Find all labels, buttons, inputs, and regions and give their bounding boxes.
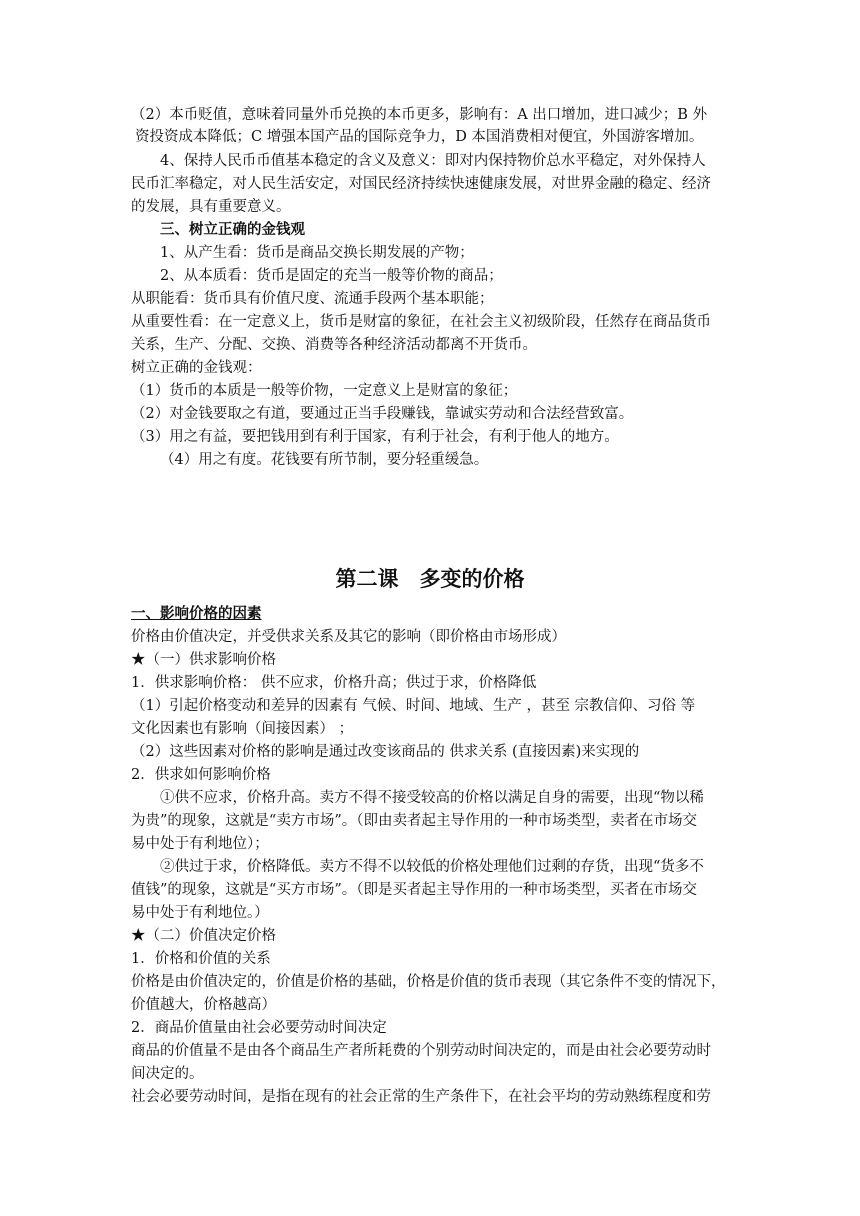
paragraph-line: （2）本币贬值，意味着同量外币兑换的本币更多，影响有：A 出口增加，进口减少；B 外 [131, 107, 708, 123]
list-item: （4）用之有度。花钱要有所节制，要分轻重缓急。 [160, 452, 489, 468]
paragraph-line: 2、从本质看：货币是固定的充当一般等价物的商品； [160, 268, 503, 284]
paragraph-line: 价格由价值决定，并受供求关系及其它的影响（即价格由市场形成） [131, 629, 566, 645]
lesson-title: 第二课 多变的价格 [335, 567, 525, 591]
paragraph-line: 民币汇率稳定，对人民生活安定，对国民经济持续快速健康发展，对世界金融的稳定、经济 [131, 176, 711, 192]
subsection-heading: ★（二）价值决定价格 [131, 928, 276, 944]
paragraph-line: 1．供求影响价格： 供不应求，价格升高；供过于求，价格降低 [131, 675, 537, 691]
subsection-heading: ★（一）供求影响价格 [131, 652, 276, 668]
paragraph-line: 4、保持人民币币值基本稳定的含义及意义：即对内保持物价总水平稳定，对外保持人 [160, 153, 706, 169]
paragraph-line: 关系，生产、分配、交换、消费等各种经济活动都离不开货币。 [131, 337, 537, 353]
paragraph-line: 商品的价值量不是由各个商品生产者所耗费的个别劳动时间决定的，而是由社会必要劳动时 [131, 1043, 711, 1059]
list-item: （1）货币的本质是一般等价物，一定意义上是财富的象征； [131, 383, 518, 399]
paragraph-line: 社会必要劳动时间，是指在现有的社会正常的生产条件下，在社会平均的劳动熟练程度和劳 [131, 1089, 711, 1105]
paragraph-line: 为贵”的现象，这就是“卖方市场”。（即由卖者起主导作用的一种市场类型，卖者在市场交 [131, 813, 697, 829]
paragraph-line: 资投资成本降低；C 增强本国产品的国际竞争力，D 本国消费相对便宜，外国游客增加。 [135, 129, 704, 145]
paragraph-line: 1．价格和价值的关系 [131, 951, 271, 967]
paragraph-line: 2．供求如何影响价格 [131, 767, 271, 783]
paragraph-line: （1）引起价格变动和差异的因素有 气候、时间、地域、生产 ，甚至 宗教信仰、习俗 等 [131, 698, 696, 714]
paragraph-line: 易中处于有利地位。） [131, 905, 269, 921]
paragraph-line: 价值越大，价格越高） [131, 997, 276, 1013]
paragraph-line: 间决定的。 [131, 1066, 204, 1082]
paragraph-line: 2．商品价值量由社会必要劳动时间决定 [131, 1020, 387, 1036]
paragraph-line: 的发展，具有重要意义。 [131, 199, 291, 215]
paragraph-line: 1、从产生看：货币是商品交换长期发展的产物； [160, 245, 474, 261]
paragraph-line: 值钱”的现象，这就是“买方市场”。（即是买者起主导作用的一种市场类型，买者在市场交 [131, 882, 697, 898]
paragraph-line: 从职能看：货币具有价值尺度、流通手段两个基本职能； [131, 291, 494, 307]
paragraph-line: 从重要性看：在一定意义上，货币是财富的象征，在社会主义初级阶段，任然存在商品货币 [131, 314, 711, 330]
paragraph-line: 价格是由价值决定的，价值是价格的基础，价格是价值的货币表现（其它条件不变的情况下， [131, 974, 726, 990]
list-item: （2）对金钱要取之有道，要通过正当手段赚钱，靠诚实劳动和合法经营致富。 [131, 406, 634, 422]
section-heading: 一、影响价格的因素 [131, 605, 262, 622]
paragraph-line: ①供不应求，价格升高。卖方不得不接受较高的价格以满足自身的需要，出现“物以稀 [160, 790, 704, 806]
list-item: （3）用之有益，要把钱用到有利于国家，有利于社会，有利于他人的地方。 [131, 429, 619, 445]
paragraph-line: （2）这些因素对价格的影响是通过改变该商品的 供求关系 (直接因素)来实现的 [131, 744, 640, 760]
paragraph-line: 易中处于有利地位）； [131, 836, 269, 852]
paragraph-line: ②供过于求，价格降低。卖方不得不以较低的价格处理他们过剩的存货，出现“货多不 [160, 859, 704, 875]
paragraph-line: 文化因素也有影响（间接因素） ； [131, 721, 354, 737]
paragraph-line: 树立正确的金钱观： [131, 360, 262, 376]
section-heading: 三、树立正确的金钱观 [160, 221, 305, 238]
